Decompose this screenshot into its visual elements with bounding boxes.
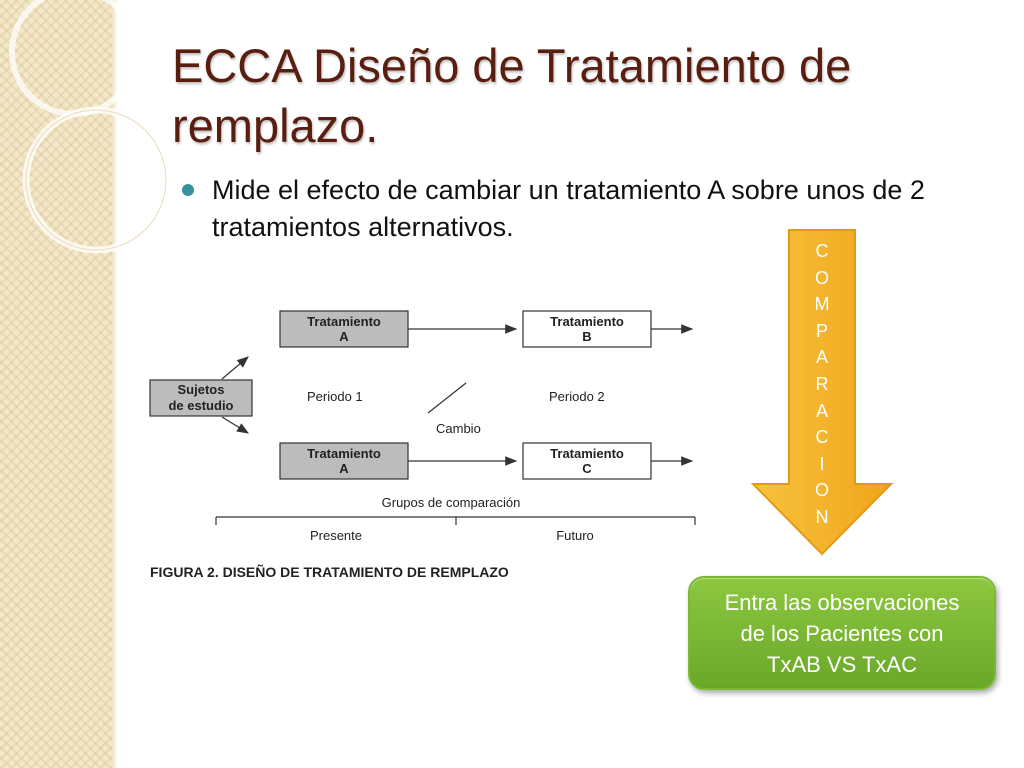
replacement-design-diagram (140, 295, 700, 595)
comparacion-letter: A (815, 400, 828, 421)
comparacion-letter: I (819, 453, 825, 474)
comparacion-letter: O (814, 267, 829, 288)
box-tratamiento-a-top (280, 311, 408, 347)
observations-box (688, 576, 996, 690)
box-subjects-line1: Sujetos (177, 382, 225, 397)
box-top-left-line2: A (339, 329, 349, 344)
observations-line-2: de los Pacientes con (740, 620, 944, 646)
comparacion-letter: P (815, 320, 828, 341)
box-subjects-line2: de estudio (168, 398, 234, 413)
periodo-1-label: Periodo 1 (307, 389, 363, 404)
comparacion-letter: O (814, 480, 829, 501)
comparacion-letter: C (815, 241, 829, 261)
box-bottom-left-line1: Tratamiento (307, 446, 381, 461)
box-top-right-line2: B (582, 329, 592, 344)
grupos-label: Grupos de comparación (381, 495, 521, 510)
cambio-slash (428, 383, 466, 413)
slide-title: ECCA Diseño de Tratamiento de remplazo. (172, 39, 852, 152)
observations-line-3: TxAB VS TxAC (767, 651, 917, 677)
comparacion-letter: N (815, 506, 829, 527)
cambio-label: Cambio (436, 421, 481, 436)
comparacion-letter: M (814, 294, 830, 315)
presente-label: Presente (309, 528, 363, 543)
box-sujetos-de-estudio (150, 380, 252, 416)
comparacion-letter: C (815, 427, 829, 448)
comparacion-letter: R (815, 373, 829, 394)
box-top-right-line1: Tratamiento (550, 314, 624, 329)
box-tratamiento-b (523, 311, 651, 347)
decorative-rings (0, 0, 180, 260)
box-tratamiento-c (523, 443, 651, 479)
box-bottom-left-line2: A (339, 461, 349, 476)
comparison-bracket (216, 517, 695, 525)
box-tratamiento-a-bottom (280, 443, 408, 479)
periodo-2-label: Periodo 2 (549, 389, 605, 404)
observations-line-1: Entra las observaciones (724, 589, 960, 615)
bullet-dot-icon (182, 184, 194, 196)
box-bottom-right-line2: C (582, 461, 592, 476)
comparacion-vertical-text (790, 238, 854, 531)
figure-caption: FIGURA 2. DISEÑO DE TRATAMIENTO DE REMPLAZO (150, 564, 509, 580)
bullet-text: Mide el efecto de cambiar un tratamiento A sobre unos de 2 tratamientos alternativos. (212, 175, 925, 242)
comparacion-letter: A (815, 347, 828, 368)
box-top-left-line1: Tratamiento (307, 314, 381, 329)
futuro-label: Futuro (556, 528, 594, 543)
box-bottom-right-line1: Tratamiento (550, 446, 624, 461)
